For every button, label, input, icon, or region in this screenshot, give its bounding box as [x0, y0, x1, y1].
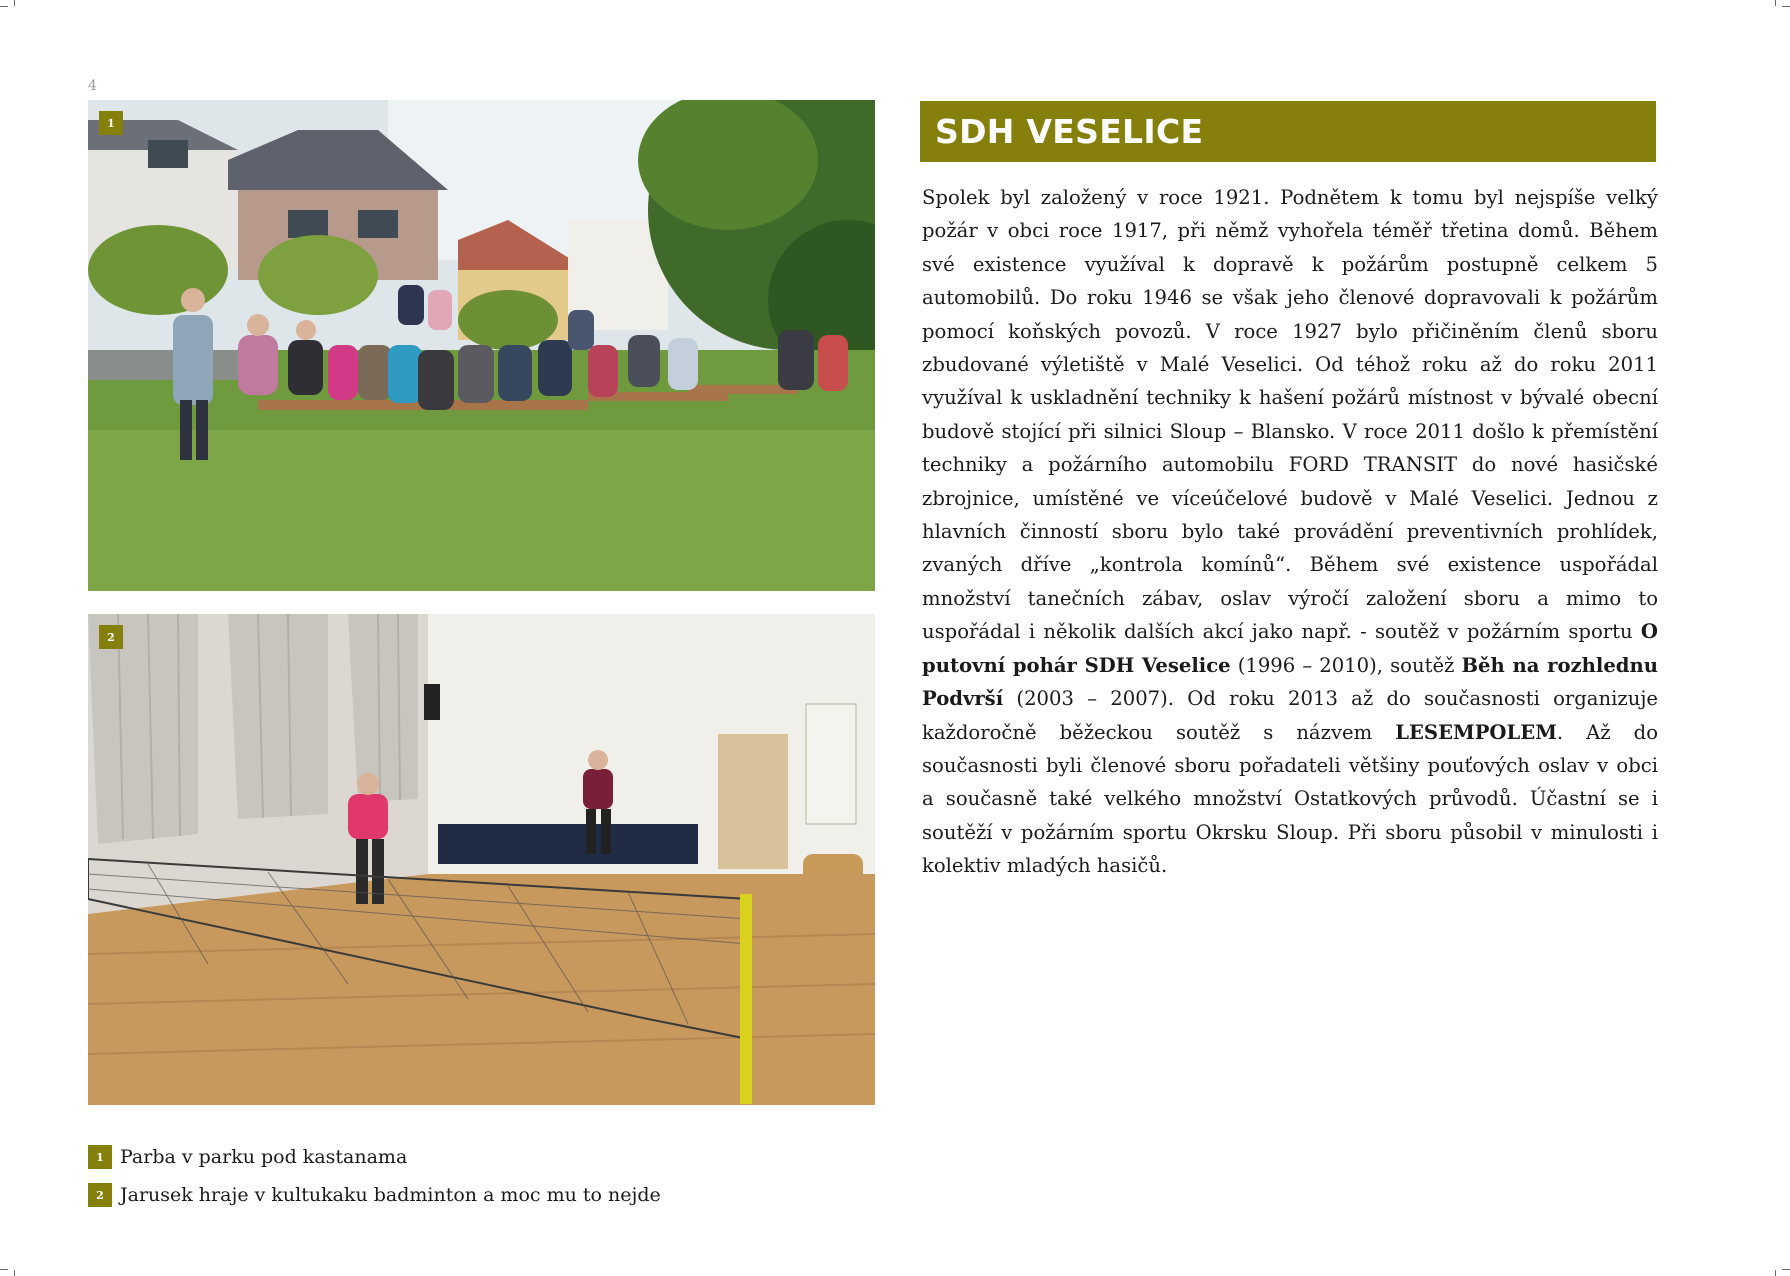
photo-badminton-hall	[88, 614, 875, 1105]
caption-2-text: Jarusek hraje v kultukaku badminton a moc mu to nejde	[120, 1184, 661, 1206]
photo-1-badge: 1	[99, 111, 123, 135]
photo-park-picnic	[88, 100, 875, 591]
crop-mark-bottom-left	[0, 1269, 8, 1270]
body-text-segment: (1996 – 2010), soutěž	[1230, 653, 1462, 677]
event-name-bold: O putovní pohár SDH Veselice	[922, 620, 1658, 677]
crop-mark-top-left-v	[14, 0, 15, 6]
crop-mark-bottom-right	[1782, 1269, 1790, 1270]
photo-2-badge: 2	[99, 625, 123, 649]
body-text-segment: Spolek byl založený v roce 1921. Podnětem k tomu byl nejspíše velký požár v obci roce 1917, při němž vyhořela téměř třetina domů. Během své existence využíval k dopravě k požárům postupně celkem 5 automobilů. Do roku 1946 se však jeho členové dopravovali k požárům pomocí koňských povozů. V roce 1927 bylo přičiněním členů sboru zbudované výletiště v Malé Veselici. Od téhož roku až do roku 2011 využíval k uskladnění techniky k hašení požárů místnost v bývalé obecní budově stojící při silnici Sloup – Blansko. V roce 2011 došlo k přemístění techniky a požárního automobilu FORD TRANSIT do nové hasičské zbrojnice, umístěné ve víceúčelové budově v Malé Veselici. Jednou z hlavních činností sboru bylo také provádění preventivních prohlídek, zvaných dříve „kontrola komínů“. Během své existence uspořádal množství tanečních zábav, oslav výročí založení sboru a mimo to uspořádal i několik dalších akcí jako např. - soutěž v požárním sportu	[922, 186, 1658, 644]
photo-park-picnic-illustration	[88, 100, 875, 591]
event-name-bold: Běh na rozhlednu Podvrší	[922, 653, 1658, 711]
caption-1-text: Parba v parku pod kastanama	[120, 1146, 408, 1168]
article-body	[922, 181, 1658, 883]
crop-mark-top-right	[1782, 6, 1790, 7]
page-number: 4	[88, 78, 97, 94]
photo-badminton-hall-illustration	[88, 614, 875, 1105]
event-name-bold: LESEMPOLEM	[1395, 720, 1557, 744]
photo-captions	[88, 1145, 661, 1221]
crop-mark-bottom-left-v	[14, 1270, 15, 1276]
caption-2	[88, 1183, 661, 1207]
body-text-segment: . Až do současnosti byli členové sboru pořadateli většiny pouťových oslav v obci a současně také velkého množství Ostatkových průvodů. Účastní se i soutěží v požárním sportu Okrsku Sloup. Při sboru působil v minulosti i kolektiv mladých hasičů.	[922, 720, 1659, 878]
crop-mark-top-left	[0, 6, 8, 7]
article-heading: SDH VESELICE	[920, 101, 1656, 162]
crop-mark-top-right-v	[1775, 0, 1776, 6]
caption-1	[88, 1145, 661, 1169]
caption-1-badge: 1	[88, 1145, 112, 1169]
caption-2-badge: 2	[88, 1183, 112, 1207]
body-text-segment: (2003 – 2007). Od roku 2013 až do současnosti organizuje každoročně běžeckou soutěž s názvem	[922, 687, 1658, 744]
crop-mark-bottom-right-v	[1775, 1270, 1776, 1276]
